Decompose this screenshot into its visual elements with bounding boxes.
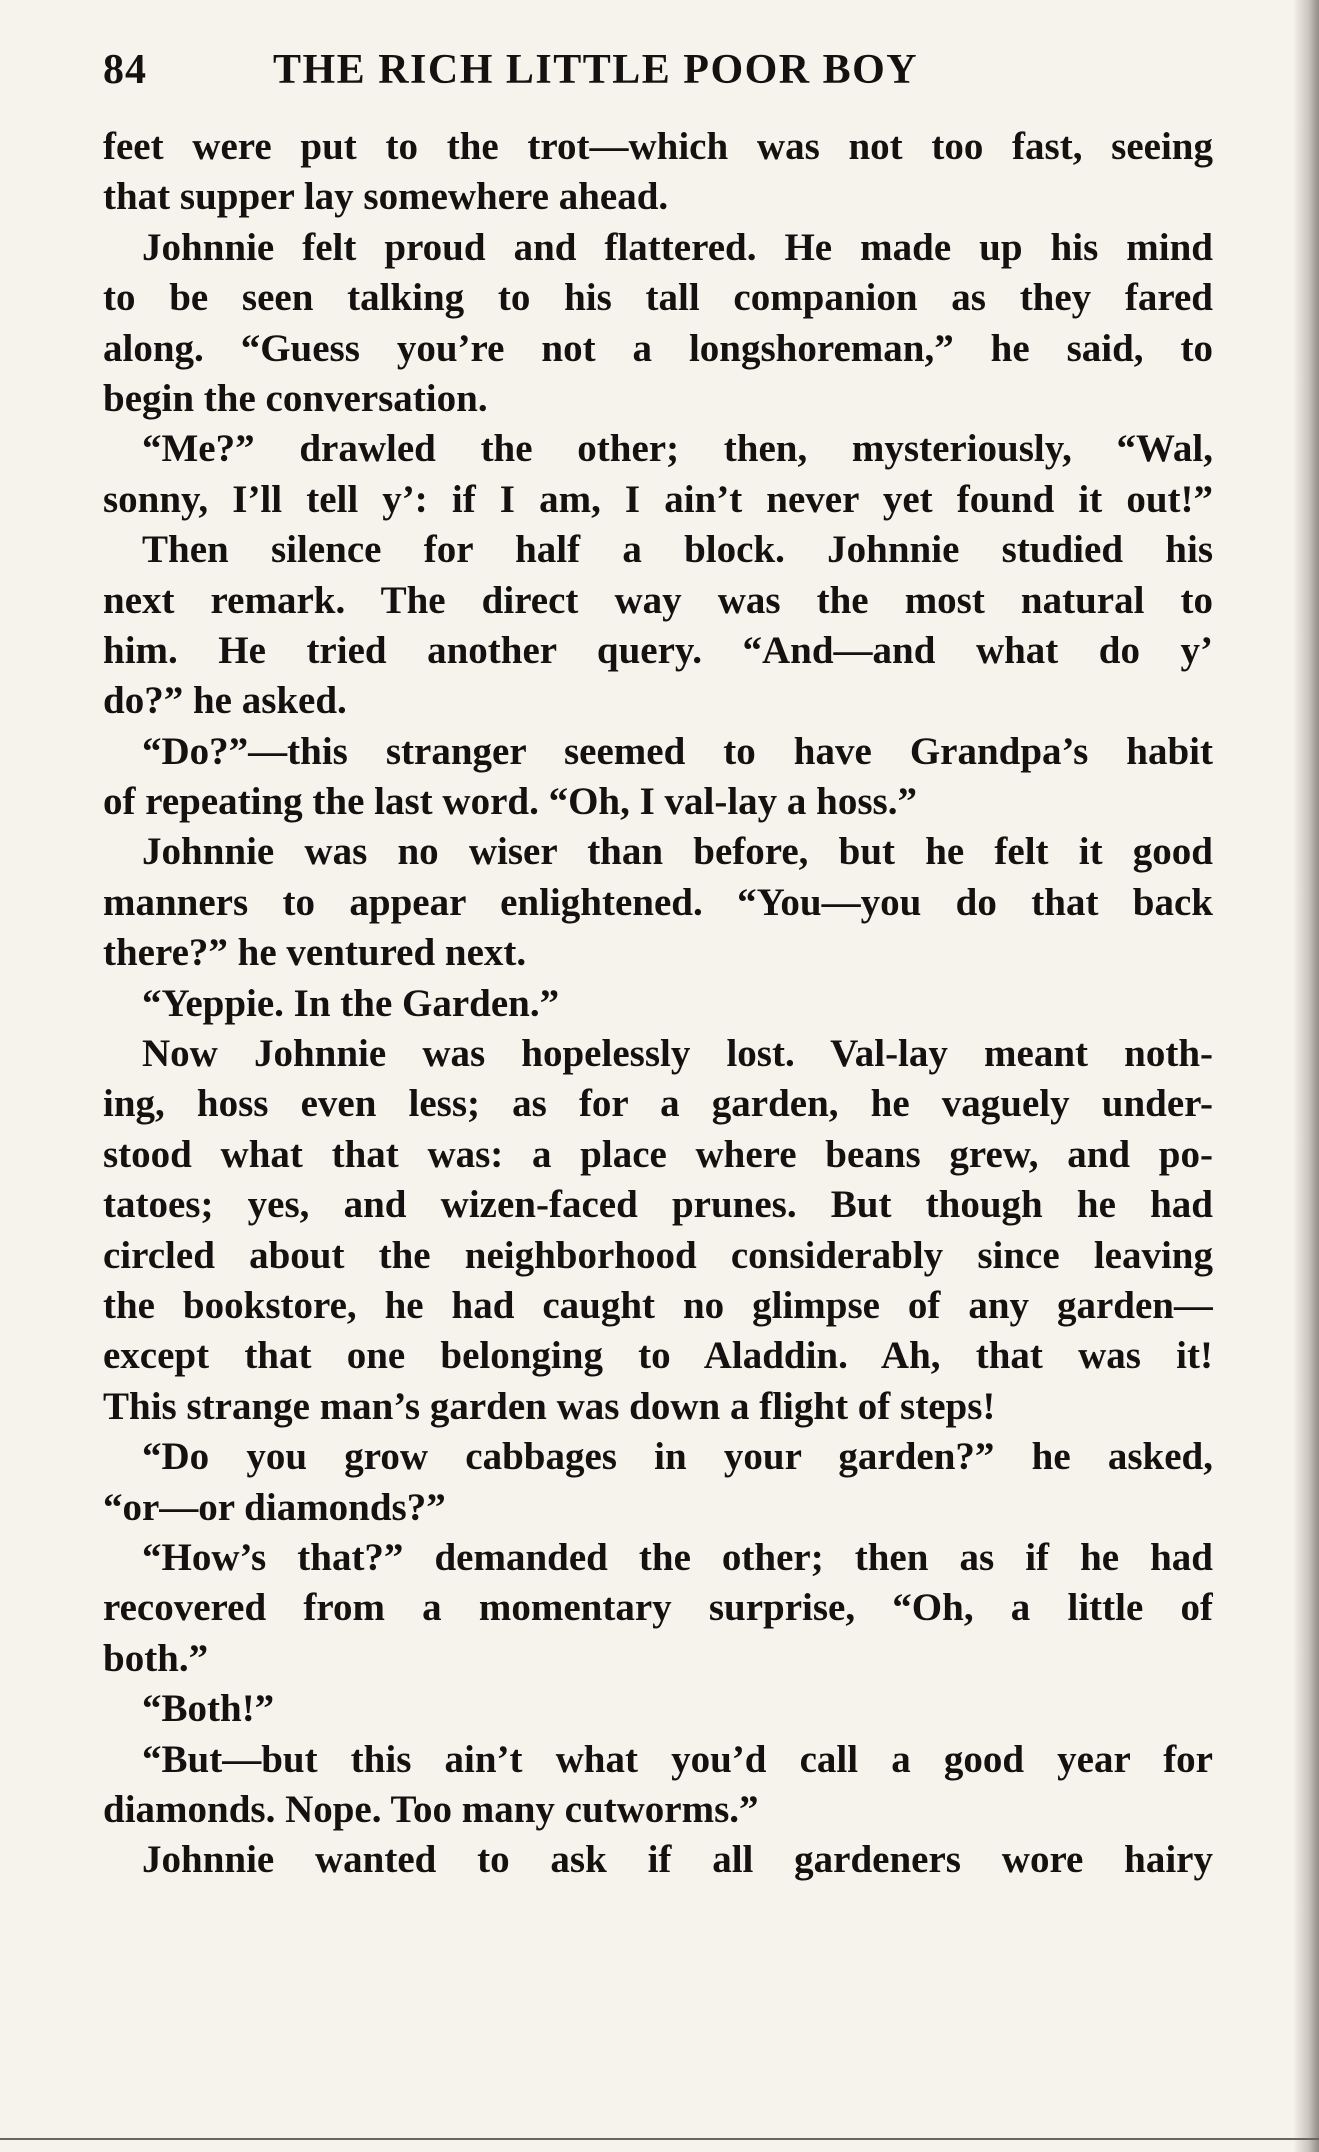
text-line: Now Johnnie was hopelessly lost. Val-lay meant noth- [103, 1032, 1213, 1076]
text-line: him. He tried another query. “And—and what do y’ [103, 628, 1213, 672]
text-line: Johnnie felt proud and flattered. He made up his mind [103, 225, 1213, 269]
text-line: “Yeppie. In the Garden.” [103, 981, 560, 1025]
text-line: Johnnie was no wiser than before, but he felt it good [103, 830, 1213, 874]
text-line: circled about the neighborhood considerably since leaving [103, 1233, 1213, 1277]
text-line: ing, hoss even less; as for a garden, he vaguely under- [103, 1082, 1213, 1126]
text-line: This strange man’s garden was down a flight of steps! [103, 1384, 996, 1428]
text-line: except that one belonging to Aladdin. Ah, that was it! [103, 1334, 1213, 1378]
text-line: tatoes; yes, and wizen-faced prunes. But though he had [103, 1183, 1213, 1227]
text-line: “Both!” [103, 1687, 275, 1731]
text-line: Johnnie wanted to ask if all gardeners wore hairy [103, 1838, 1213, 1882]
text-line: that supper lay somewhere ahead. [103, 175, 669, 219]
text-line: of repeating the last word. “Oh, I val-lay a hoss.” [103, 780, 917, 824]
text-line: sonny, I’ll tell y’: if I am, I ain’t never yet found it out!” [103, 477, 1213, 521]
page-header [103, 40, 1213, 100]
text-line: diamonds. Nope. Too many cutworms.” [103, 1787, 759, 1831]
text-line: “Do?”—this stranger seemed to have Grandpa’s habit [103, 729, 1213, 773]
text-line: the bookstore, he had caught no glimpse of any garden— [103, 1283, 1213, 1327]
text-line: both.” [103, 1636, 209, 1680]
text-line: there?” he ventured next. [103, 931, 527, 975]
page-number: 84 [103, 47, 147, 93]
text-line: “Do you grow cabbages in your garden?” he asked, [103, 1435, 1213, 1479]
page-bottom-edge [0, 2138, 1319, 2140]
text-line: do?” he asked. [103, 679, 347, 723]
text-line: recovered from a momentary surprise, “Oh, a little of [103, 1586, 1213, 1630]
text-line: next remark. The direct way was the most natural to [103, 578, 1213, 622]
text-line: stood what that was: a place where beans grew, and po- [103, 1132, 1213, 1176]
running-title: THE RICH LITTLE POOR BOY [273, 47, 919, 93]
text-line: Then silence for half a block. Johnnie studied his [103, 528, 1213, 572]
page-edge-shadow [1293, 0, 1319, 2152]
text-line: “But—but this ain’t what you’d call a good year for [103, 1737, 1213, 1781]
text-line: begin the conversation. [103, 376, 488, 420]
text-line: feet were put to the trot—which was not too fast, seeing [103, 125, 1213, 168]
text-line: “or—or diamonds?” [103, 1485, 446, 1529]
text-line: “Me?” drawled the other; then, mysteriously, “Wal, [103, 427, 1213, 471]
text-line: along. “Guess you’re not a longshoreman,” he said, to [103, 326, 1213, 370]
text-line: “How’s that?” demanded the other; then as if he had [103, 1535, 1213, 1579]
text-line: to be seen talking to his tall companion as they fared [103, 276, 1213, 320]
body-text [103, 122, 1213, 1886]
text-line: manners to appear enlightened. “You—you do that back [103, 880, 1213, 924]
